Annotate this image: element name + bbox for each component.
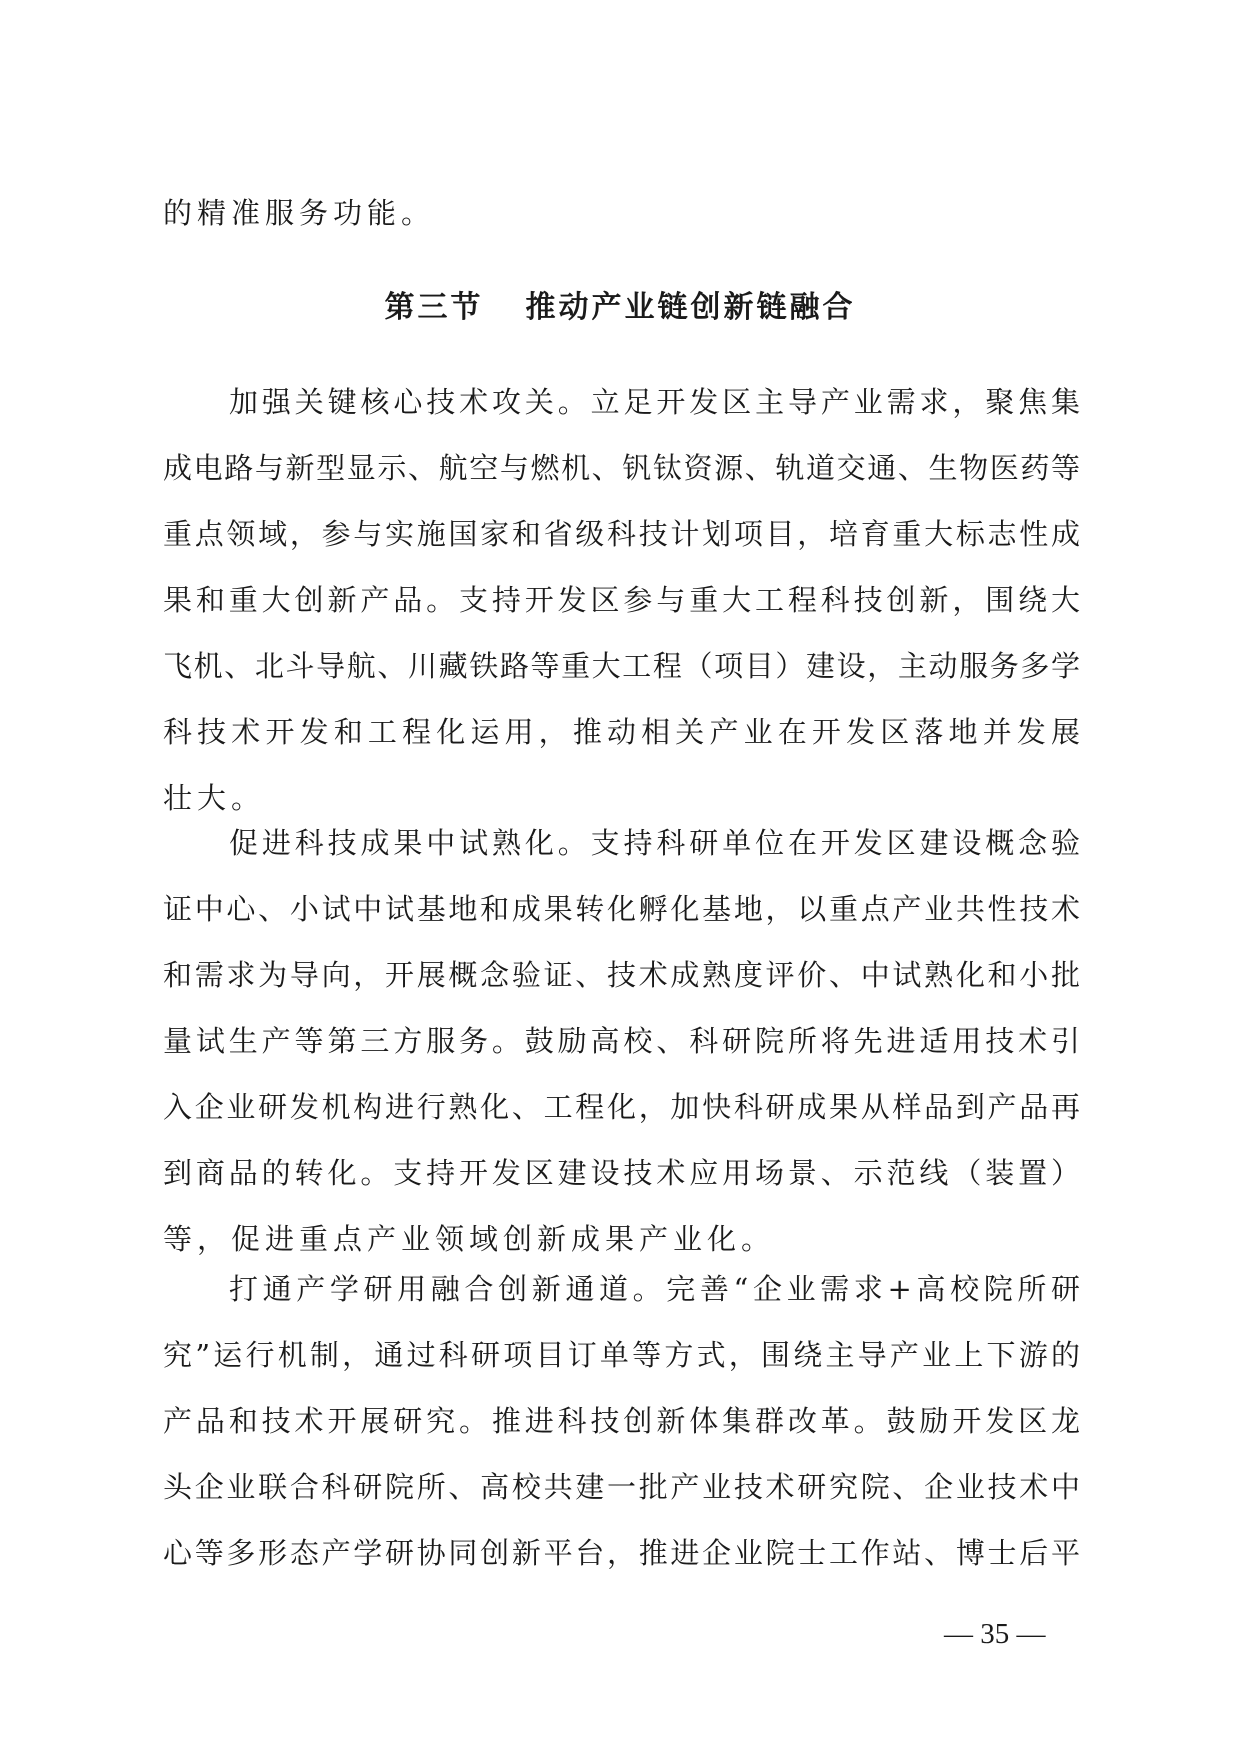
paragraph-industry-academia xyxy=(163,1256,1080,1586)
paragraph-line: 果和重大创新产品。支持开发区参与重大工程科技创新，围绕大 xyxy=(163,583,1080,617)
paragraph-line: 究”运行机制，通过科研项目订单等方式，围绕主导产业上下游的 xyxy=(163,1338,1080,1372)
paragraph-line: 加强关键核心技术攻关。立足开发区主导产业需求，聚焦集 xyxy=(229,385,1080,419)
paragraph-line: 产品和技术开展研究。推进科技创新体集群改革。鼓励开发区龙 xyxy=(163,1404,1080,1438)
section-title: 推动产业链创新链融合 xyxy=(525,290,856,325)
paragraph-line: 等，促进重点产业领域创新成果产业化。 xyxy=(163,1222,776,1256)
paragraph-line: 科技术开发和工程化运用，推动相关产业在开发区落地并发展 xyxy=(163,715,1080,749)
paragraph-line: 重点领域，参与实施国家和省级科技计划项目，培育重大标志性成 xyxy=(163,517,1080,551)
continuation-paragraph xyxy=(163,180,1080,246)
paragraph-line: 证中心、小试中试基地和成果转化孵化基地，以重点产业共性技术 xyxy=(163,892,1080,926)
section-heading xyxy=(0,283,1240,333)
paragraph-key-technology xyxy=(163,369,1080,831)
paragraph-line: 成电路与新型显示、航空与燃机、钒钛资源、轨道交通、生物医药等 xyxy=(163,451,1080,485)
section-number: 第三节 xyxy=(384,290,484,325)
paragraph-line: 到商品的转化。支持开发区建设技术应用场景、示范线（装置） xyxy=(163,1156,1080,1190)
paragraph-line: 的精准服务功能。 xyxy=(163,196,436,230)
paragraph-line: 和需求为导向，开展概念验证、技术成熟度评价、中试熟化和小批 xyxy=(163,958,1080,992)
paragraph-line: 壮大。 xyxy=(163,781,266,815)
paragraph-line: 量试生产等第三方服务。鼓励高校、科研院所将先进适用技术引 xyxy=(163,1024,1080,1058)
paragraph-line: 飞机、北斗导航、川藏铁路等重大工程（项目）建设，主动服务多学 xyxy=(163,649,1080,683)
page-number: — 35 — xyxy=(944,1618,1046,1650)
paragraph-line: 打通产学研用融合创新通道。完善“企业需求+高校院所研 xyxy=(229,1272,1080,1306)
paragraph-pilot-maturation xyxy=(163,810,1080,1272)
paragraph-line: 头企业联合科研院所、高校共建一批产业技术研究院、企业技术中 xyxy=(163,1470,1080,1504)
paragraph-line: 入企业研发机构进行熟化、工程化，加快科研成果从样品到产品再 xyxy=(163,1090,1080,1124)
paragraph-line: 促进科技成果中试熟化。支持科研单位在开发区建设概念验 xyxy=(229,826,1080,860)
paragraph-line: 心等多形态产学研协同创新平台，推进企业院士工作站、博士后平 xyxy=(163,1536,1080,1570)
